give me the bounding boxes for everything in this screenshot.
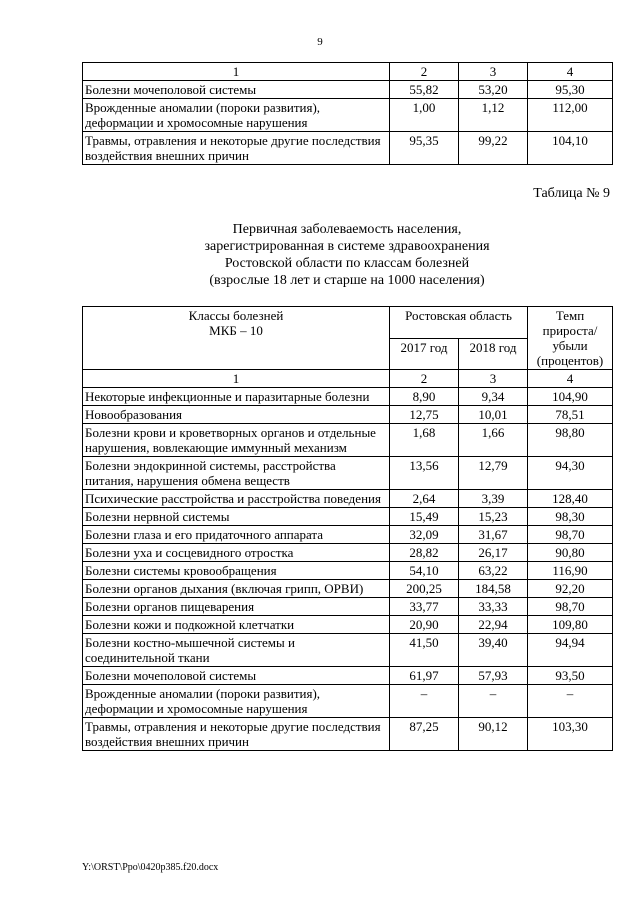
table-row	[83, 99, 613, 132]
col-number: 2	[390, 63, 459, 81]
value-2018-cell: 9,34	[459, 388, 528, 406]
disease-class-cell: Болезни глаза и его придаточного аппарата	[83, 526, 390, 544]
rate-cell: 112,00	[528, 99, 613, 132]
value-2018-cell: –	[459, 685, 528, 718]
rate-cell: 98,70	[528, 526, 613, 544]
col-number: 4	[528, 370, 613, 388]
year-2018-header: 2018 год	[459, 338, 528, 370]
disease-class-cell: Врожденные аномалии (пороки развития), деформации и хромосомные нарушения	[83, 685, 390, 718]
disease-class-cell: Психические расстройства и расстройства поведения	[83, 490, 390, 508]
table-row	[83, 667, 613, 685]
value-2018-cell: 53,20	[459, 81, 528, 99]
table-row	[83, 132, 613, 165]
file-path-footer: Y:\ORST\Ppo\0420p385.f20.docx	[82, 862, 219, 873]
value-2018-cell: 3,39	[459, 490, 528, 508]
value-2017-cell: 200,25	[390, 580, 459, 598]
disease-class-cell: Травмы, отравления и некоторые другие последствия воздействия внешних причин	[83, 718, 390, 751]
disease-class-cell: Болезни крови и кроветворных органов и отдельные нарушения, вовлекающие иммунный механизм	[83, 424, 390, 457]
title-line: Ростовской области по классам болезней	[224, 256, 470, 271]
region-header: Ростовская область	[390, 307, 528, 339]
value-2018-cell: 99,22	[459, 132, 528, 165]
col-number: 3	[459, 63, 528, 81]
table-row	[83, 490, 613, 508]
table-number: Таблица № 9	[533, 186, 610, 201]
title-line: Первичная заболеваемость населения,	[232, 222, 462, 237]
value-2017-cell: 15,49	[390, 508, 459, 526]
rate-cell: 78,51	[528, 406, 613, 424]
table-row	[83, 406, 613, 424]
value-2017-cell: 1,00	[390, 99, 459, 132]
rate-cell: 98,70	[528, 598, 613, 616]
col-number: 2	[390, 370, 459, 388]
disease-class-header	[83, 307, 390, 370]
value-2018-cell: 26,17	[459, 544, 528, 562]
value-2018-cell: 1,12	[459, 99, 528, 132]
value-2017-cell: 28,82	[390, 544, 459, 562]
disease-class-cell: Болезни системы кровообращения	[83, 562, 390, 580]
disease-class-cell: Болезни органов пищеварения	[83, 598, 390, 616]
rate-cell: 128,40	[528, 490, 613, 508]
disease-class-cell: Болезни мочеполовой системы	[83, 667, 390, 685]
disease-class-cell: Травмы, отравления и некоторые другие последствия воздействия внешних причин	[83, 132, 390, 165]
disease-class-cell: Болезни эндокринной системы, расстройства питания, нарушения обмена веществ	[83, 457, 390, 490]
disease-class-cell: Болезни мочеполовой системы	[83, 81, 390, 99]
table-row	[83, 598, 613, 616]
value-2017-cell: 41,50	[390, 634, 459, 667]
table-row	[83, 580, 613, 598]
disease-class-cell: Некоторые инфекционные и паразитарные болезни	[83, 388, 390, 406]
rate-cell: 92,20	[528, 580, 613, 598]
rate-cell: –	[528, 685, 613, 718]
value-2018-cell: 10,01	[459, 406, 528, 424]
page-number: 9	[317, 36, 323, 48]
header-line: МКБ – 10	[209, 323, 263, 338]
value-2017-cell: 13,56	[390, 457, 459, 490]
value-2017-cell: 12,75	[390, 406, 459, 424]
table-row	[83, 685, 613, 718]
rate-cell: 109,80	[528, 616, 613, 634]
header-line: Классы болезней	[188, 308, 284, 323]
table-row	[83, 508, 613, 526]
disease-class-cell: Болезни органов дыхания (включая грипп, ОРВИ)	[83, 580, 390, 598]
rate-cell: 90,80	[528, 544, 613, 562]
col-number: 3	[459, 370, 528, 388]
value-2018-cell: 15,23	[459, 508, 528, 526]
disease-class-cell: Врожденные аномалии (пороки развития), деформации и хромосомные нарушения	[83, 99, 390, 132]
column-numbers-row	[83, 63, 613, 81]
rate-cell: 103,30	[528, 718, 613, 751]
value-2017-cell: 95,35	[390, 132, 459, 165]
rate-cell: 95,30	[528, 81, 613, 99]
value-2017-cell: 8,90	[390, 388, 459, 406]
value-2018-cell: 33,33	[459, 598, 528, 616]
table-row	[83, 457, 613, 490]
rate-cell: 93,50	[528, 667, 613, 685]
value-2017-cell: 33,77	[390, 598, 459, 616]
value-2017-cell: 2,64	[390, 490, 459, 508]
rate-cell: 116,90	[528, 562, 613, 580]
rate-cell: 104,90	[528, 388, 613, 406]
value-2017-cell: 1,68	[390, 424, 459, 457]
table-title	[82, 221, 612, 289]
table-row	[83, 424, 613, 457]
disease-class-cell: Болезни костно-мышечной системы и соединительной ткани	[83, 634, 390, 667]
table-row	[83, 544, 613, 562]
value-2018-cell: 63,22	[459, 562, 528, 580]
table-row	[83, 562, 613, 580]
morbidity-table	[82, 306, 613, 751]
rate-cell: 98,30	[528, 508, 613, 526]
rate-header: Темп прироста/ убыли (процентов)	[528, 307, 613, 370]
table-row	[83, 388, 613, 406]
year-2017-header: 2017 год	[390, 338, 459, 370]
value-2017-cell: 32,09	[390, 526, 459, 544]
value-2018-cell: 57,93	[459, 667, 528, 685]
value-2018-cell: 1,66	[459, 424, 528, 457]
rate-cell: 104,10	[528, 132, 613, 165]
value-2018-cell: 31,67	[459, 526, 528, 544]
title-line: (взрослые 18 лет и старше на 1000 населения)	[209, 273, 485, 288]
value-2018-cell: 90,12	[459, 718, 528, 751]
col-number: 4	[528, 63, 613, 81]
value-2017-cell: 87,25	[390, 718, 459, 751]
value-2017-cell: 54,10	[390, 562, 459, 580]
table-row	[83, 81, 613, 99]
col-number: 1	[83, 370, 390, 388]
table-row	[83, 616, 613, 634]
table-row	[83, 634, 613, 667]
rate-cell: 98,80	[528, 424, 613, 457]
value-2017-cell: 61,97	[390, 667, 459, 685]
disease-class-cell: Болезни уха и сосцевидного отростка	[83, 544, 390, 562]
value-2017-cell: –	[390, 685, 459, 718]
disease-class-cell: Новообразования	[83, 406, 390, 424]
rate-cell: 94,94	[528, 634, 613, 667]
col-number: 1	[83, 63, 390, 81]
table-row	[83, 526, 613, 544]
title-line: зарегистрированная в системе здравоохранения	[204, 239, 490, 254]
continued-table	[82, 62, 613, 165]
value-2017-cell: 55,82	[390, 81, 459, 99]
table-row	[83, 718, 613, 751]
header-row	[83, 307, 613, 339]
value-2018-cell: 22,94	[459, 616, 528, 634]
value-2018-cell: 12,79	[459, 457, 528, 490]
disease-class-cell: Болезни нервной системы	[83, 508, 390, 526]
rate-cell: 94,30	[528, 457, 613, 490]
disease-class-cell: Болезни кожи и подкожной клетчатки	[83, 616, 390, 634]
value-2017-cell: 20,90	[390, 616, 459, 634]
value-2018-cell: 39,40	[459, 634, 528, 667]
value-2018-cell: 184,58	[459, 580, 528, 598]
column-numbers-row	[83, 370, 613, 388]
